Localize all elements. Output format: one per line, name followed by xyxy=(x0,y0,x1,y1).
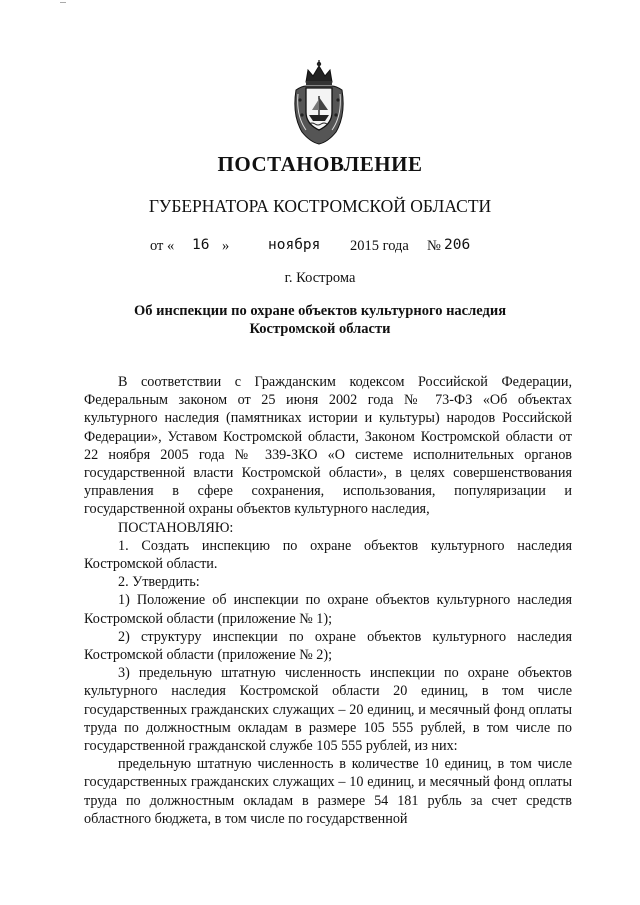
body-paragraph: 1. Создать инспекцию по охране объектов культурного наследия Костромской области. xyxy=(84,537,572,573)
document-subtitle: ГУБЕРНАТОРА КОСТРОМСКОЙ ОБЛАСТИ xyxy=(148,196,492,216)
date-year: 2015 года xyxy=(350,238,409,254)
document-body xyxy=(84,373,572,828)
heading-line-1: Об инспекции по охране объектов культурного наследия xyxy=(133,303,507,319)
body-paragraph: 2. Утвердить: xyxy=(118,574,200,591)
body-paragraph: В соответствии с Гражданским кодексом Российской Федерации, Федеральным законом от 25 июня 2002 года № 73-ФЗ «Об объектах культурного наследия (памятниках истории и культуры) народов Российской Федерации», Уставом Костромской области, Законом Костромской области от 22 ноября 2005 года № 339-ЗКО «О системе исполнительных органов государственной власти Костромской области», в целях совершенствования управления в сфере сохранения, использования, популяризации и государственной охраны объектов культурного наследия, xyxy=(84,374,572,518)
date-month: ноября xyxy=(268,237,321,253)
body-paragraph: 2) структуру инспекции по охране объектов культурного наследия Костромской области (приложение № 2); xyxy=(84,628,572,664)
body-paragraph: предельную штатную численность в количестве 10 единиц, в том числе государственных гражданских служащих – 10 единиц, и месячный фонд оплаты труда по должностным окладам в размере 54 181 рубль за счет средств областного бюджета, в том числе по государственной xyxy=(84,756,572,827)
document-city: г. Кострома xyxy=(284,270,356,286)
document-number: 206 xyxy=(444,237,471,253)
body-paragraph: ПОСТАНОВЛЯЮ: xyxy=(118,519,234,536)
date-close-quote: » xyxy=(222,238,230,254)
document-heading xyxy=(90,302,550,338)
number-sign: № xyxy=(427,238,441,254)
body-paragraph: 3) предельную штатную численность инспекции по охране объектов культурного наследия Костромской области 20 единиц, в том числе государственных гражданских служащих – 20 единиц, и месячный фонд оплаты труда по должностным окладам в размере 105 555 рублей, в том числе по государственной гражданской службе 105 555 рублей, из них: xyxy=(84,665,572,755)
document-title: ПОСТАНОВЛЕНИЕ xyxy=(217,152,423,176)
scan-speck xyxy=(60,2,66,3)
date-prefix: от « xyxy=(150,238,175,254)
date-day: 16 xyxy=(192,237,210,253)
heading-line-2: Костромской области xyxy=(249,321,391,337)
coat-of-arms-emblem xyxy=(288,60,350,146)
body-paragraph: 1) Положение об инспекции по охране объектов культурного наследия Костромской области (приложение № 1); xyxy=(84,592,572,627)
